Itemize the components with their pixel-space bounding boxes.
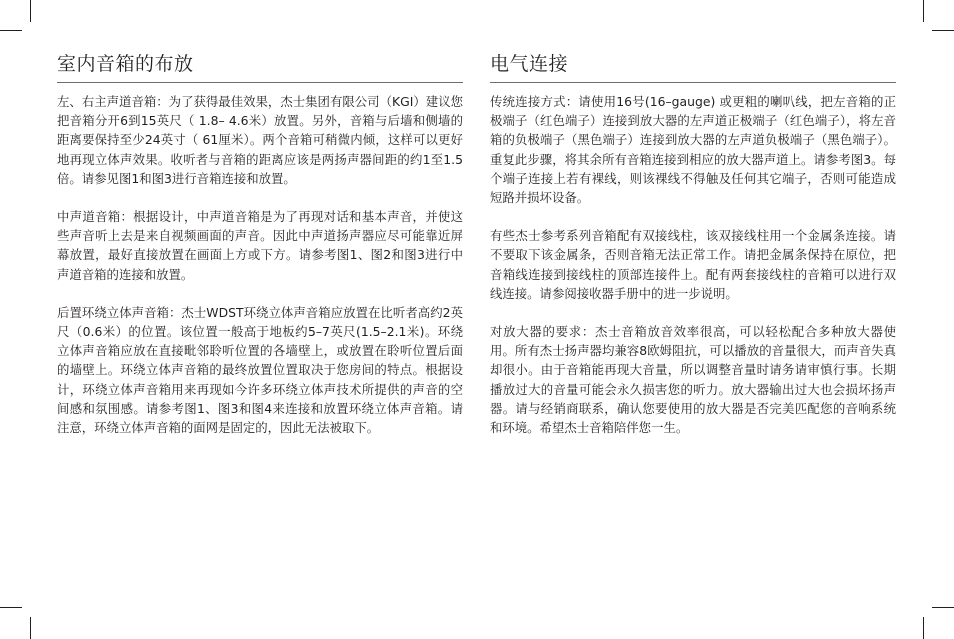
heading-rule: [490, 82, 896, 83]
crop-mark-top-left: [30, 0, 31, 22]
crop-mark-bottom-left-h: [0, 607, 22, 608]
bi-wire-paragraph: 有些杰士参考系列音箱配有双接线柱，该双接线柱用一个金属条连接。请不要取下该金属条，否则音箱无法正常工作。请把金属条保持在原位，把音箱线连接到接线柱的顶部连接件上。配有两套接线柱的音箱可以进行双线连接。请参阅接收器手册中的进一步说明。: [490, 228, 896, 301]
conventional-connection-paragraph: 传统连接方式：请使用16号(16–gauge) 或更粗的喇叭线，把左音箱的正极端子（红色端子）连接到放大器的左声道正极端子（红色端子），将左音箱的负极端子（黑色端子）连接到放大器的左声道负极端子（黑色端子）。重复此步骤，将其余所有音箱连接到相应的放大器声道上。请参考图3。每个端子连接上若有裸线，则该裸线不得触及任何其它端子，否则可能造成短路并损坏设备。: [490, 94, 896, 206]
crop-mark-bottom-left: [30, 617, 31, 639]
crop-mark-top-right: [923, 0, 924, 22]
speaker-placement-section: [57, 50, 463, 456]
electrical-connection-heading: 电气连接: [490, 53, 569, 75]
crop-mark-bottom-right-h: [932, 607, 954, 608]
crop-mark-top-right-h: [932, 30, 954, 31]
electrical-connection-section: [490, 50, 896, 456]
surround-speakers-paragraph: 后置环绕立体声音箱：杰士WDST环绕立体声音箱应放置在比听者高约2英尺（0.6米）的位置。该位置一般高于地板约5–7英尺(1.5–2.1米)。环绕立体声音箱应放在直接毗邻聆听位置的各墙壁上，或放置在聆听位置后面的墙壁上。环绕立体声音箱的最终放置位置取决于您房间的特点。根据设计，环绕立体声音箱用来再现如今许多环绕立体声技术所提供的声音的空间感和氛围感。请参考图1、图3和图4来连接和放置环绕立体声音箱。请注意，环绕立体声音箱的面网是固定的，因此无法被取下。: [57, 304, 463, 436]
speaker-placement-heading: 室内音箱的布放: [57, 53, 194, 75]
heading-rule: [57, 82, 463, 83]
crop-mark-bottom-right: [923, 617, 924, 639]
front-speakers-paragraph: 左、右主声道音箱：为了获得最佳效果，杰士集团有限公司（KGI）建议您把音箱分开6到15英尺（ 1.8– 4.6米）放置。另外，音箱与后墙和侧墙的距离要保持至少24英寸（ 61厘米）。两个音箱可稍微内倾，这样可以更好地再现立体声效果。收听者与音箱的距离应该是两扬声器间距的约1至1.5倍。请参见图1和图3进行音箱连接和放置。: [57, 94, 463, 186]
crop-mark-top-left-h: [0, 30, 22, 31]
center-speaker-paragraph: 中声道音箱：根据设计，中声道音箱是为了再现对话和基本声音，并使这些声音听上去是来自视频画面的声音。因此中声道扬声器应尽可能靠近屏幕放置，最好直接放置在画面上方或下方。请参考图1、图2和图3进行中声道音箱的连接和放置。: [57, 209, 463, 282]
amplifier-requirements-paragraph: 对放大器的要求：杰士音箱放音效率很高，可以轻松配合多种放大器使用。所有杰士扬声器均兼容8欧姆阻抗，可以播放的音量很大，而声音失真却很小。由于音箱能再现大音量，所以调整音量时请务请审慎行事。长期播放过大的音量可能会永久损害您的听力。放大器输出过大也会损坏扬声器。请与经销商联系，确认您要使用的放大器是否完美匹配您的音响系统和环境。希望杰士音箱陪伴您一生。: [490, 324, 896, 436]
